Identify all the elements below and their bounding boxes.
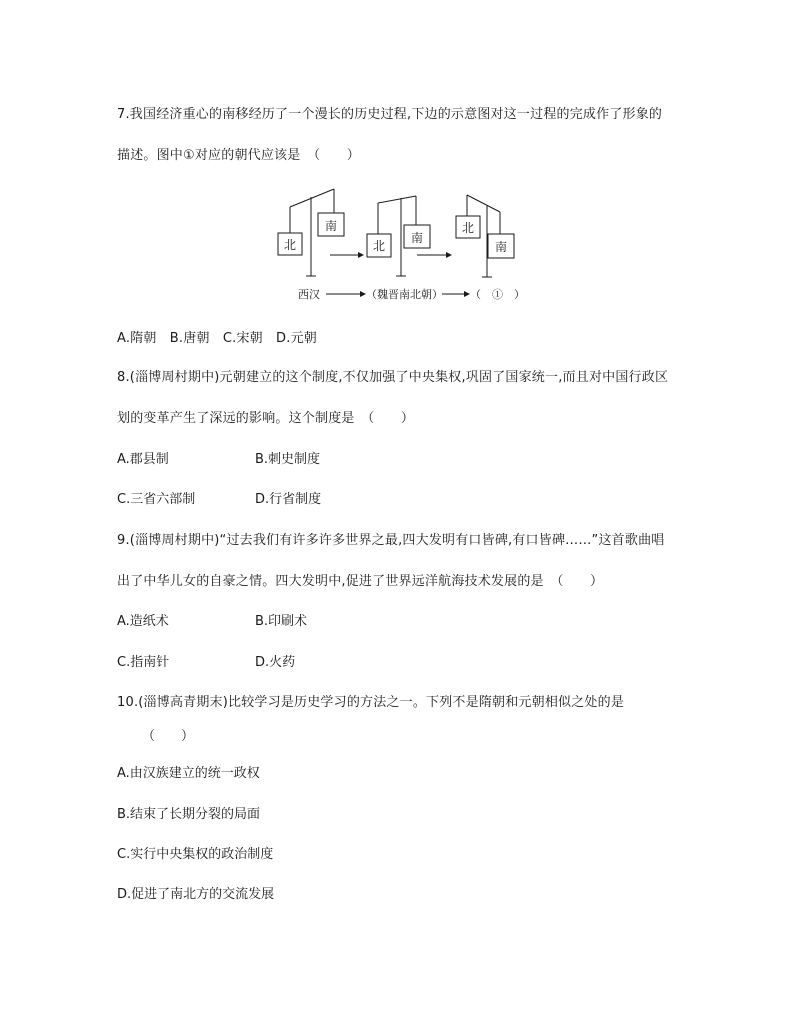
q9-option-b: B.印刷术 <box>255 614 308 629</box>
q9-option-a: A.造纸术 <box>117 614 169 629</box>
scale1-south-label: 南 <box>324 219 338 233</box>
scale3-beam <box>467 195 500 212</box>
scale2-south-label: 南 <box>410 231 424 245</box>
q9-option-d: D.火药 <box>255 655 296 670</box>
balance-scales-diagram <box>270 183 530 308</box>
q10-option-c: C.实行中央集权的政治制度 <box>117 847 274 862</box>
scale1-north-label: 北 <box>283 238 297 252</box>
q10-option-b: B.结束了长期分裂的局面 <box>117 807 261 822</box>
scale3-south-label: 南 <box>494 240 508 254</box>
q7-stem-line2: 描述。图中①对应的朝代应该是 （ ） <box>117 148 360 163</box>
q7-stem-line1: 7.我国经济重心的南移经历了一个漫长的历史过程,下边的示意图对这一过程的完成作了形象的 <box>117 107 663 122</box>
q8-option-b: B.刺史制度 <box>255 452 321 467</box>
scale1-beam <box>290 189 334 207</box>
q9-stem-line2: 出了中华儿女的自豪之情。四大发明中,促进了世界远洋航海技术发展的是 （ ） <box>117 574 604 589</box>
q8-option-d: D.行省制度 <box>255 492 322 507</box>
scale2-north-label: 北 <box>372 239 386 253</box>
q7-options: A.隋朝 B.唐朝 C.宋朝 D.元朝 <box>117 331 317 346</box>
q9-option-c: C.指南针 <box>117 655 170 670</box>
era-xihan: 西汉 <box>298 288 320 301</box>
era-weijin: （魏晋南北朝） <box>366 288 443 301</box>
q9-stem-line1: 9.(淄博周村期中)“过去我们有许多许多世界之最,四大发明有口皆碑,有口皆碑……”这首歌曲唱 <box>117 533 665 548</box>
scale3-north-label: 北 <box>461 221 475 235</box>
q8-stem-line1: 8.(淄博周村期中)元朝建立的这个制度,不仅加强了中央集权,巩固了国家统一,而且对中国行政区 <box>117 370 669 385</box>
q8-option-a: A.郡县制 <box>117 452 169 467</box>
era-marker: （ ① ） <box>470 288 525 301</box>
q10-stem-line1: 10.(淄博高青期末)比较学习是历史学习的方法之一。下列不是隋朝和元朝相似之处的是 <box>117 695 625 710</box>
q10-stem-line2: （ ） <box>142 729 195 744</box>
q10-option-a: A.由汉族建立的统一政权 <box>117 766 260 781</box>
q8-stem-line2: 划的变革产生了深远的影响。这个制度是 （ ） <box>117 411 415 426</box>
q10-option-d: D.促进了南北方的交流发展 <box>117 887 275 902</box>
scale2-beam <box>378 196 416 203</box>
q8-option-c: C.三省六部制 <box>117 492 196 507</box>
q7-scale-diagram <box>270 183 530 308</box>
